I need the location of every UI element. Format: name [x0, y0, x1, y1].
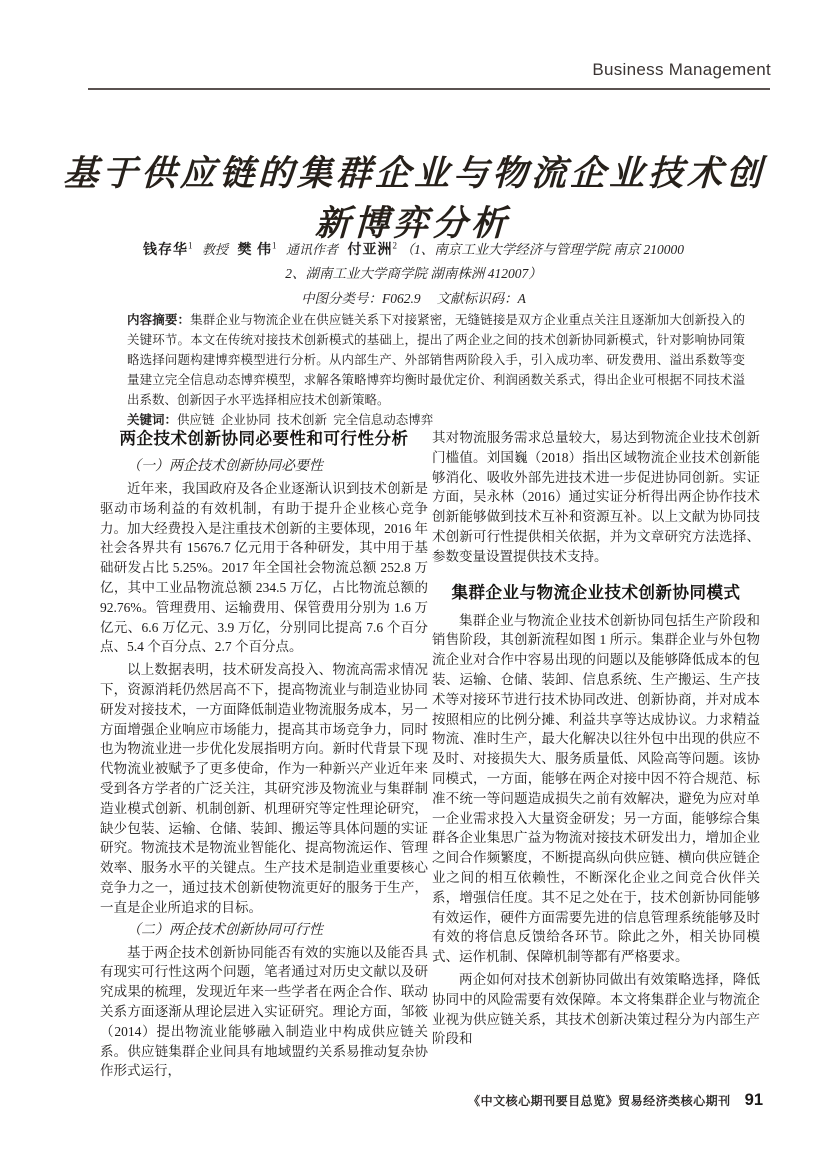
abstract-label: 内容摘要：	[127, 313, 191, 327]
affiliation-1: （1、南京工业大学经济与管理学院 南京 210000	[400, 242, 685, 257]
page-number: 91	[744, 1091, 763, 1109]
author-block	[80, 238, 747, 310]
affiliation-2: 2、湖南工业大学商学院 湖南株洲 412007）	[285, 266, 542, 281]
author-sup-2: 1	[272, 240, 277, 251]
classification-line	[80, 287, 747, 310]
author-role-2: 通讯作者	[286, 242, 339, 257]
paragraph-3: 基于两企技术创新协同能否有效的实施以及能否具有现实可行性这两个问题，笔者通过对历史文献以及研究成果的梳理，发现近年来一些学者在两企合作、联动关系方面逐渐从理论层进入实证研究。理论方面，邹筱（2014）提出物流业能够融入制造业中构成供应链关系。供应链集群企业间具有地域盟约关系易推动复杂协作形式运行，	[100, 944, 428, 1079]
paragraph-4: 其对物流服务需求总量较大，易达到物流企业技术创新门槛值。刘国巍（2018）指出区域物流企业技术创新能够消化、吸收外部先进技术进一步促进协同创新。实证方面，吴永林（2016）通过实证分析得出两企协作技术创新能够做到技术互补和资源互补。以上文献为协同技术创新可行性提供相关依据，并为文章研究方法选择、参数变量设置提供技术支持。	[432, 430, 760, 564]
keywords-label: 关键词：	[127, 413, 178, 427]
journal-note: 《中文核心期刊要目总览》贸易经济类核心期刊	[468, 1094, 731, 1108]
abstract-text: 集群企业与物流企业在供应链关系下对接紧密，无缝链接是双方企业重点关注且逐渐加大创新投入的关键环节。本文在传统对接技术创新模式的基础上，提出了两企业之间的技术创新协同新模式，针对影响协同策略选择问题构建博弈模型进行分析。从内部生产、外部销售两阶段入手，引入成功率、研发费用、溢出系数等变量建立完全信息动态博弈模型，求解各策略博弈均衡时最优定价、利润函数关系式，得出企业可根据不同技术溢出系数、创新因子水平选择相应技术创新策略。	[127, 313, 745, 407]
keywords-text: 供应链 企业协同 技术创新 完全信息动态博弈	[177, 413, 434, 427]
author-role-1: 教授	[201, 242, 228, 257]
author-line	[80, 238, 747, 262]
paper-title: 基于供应链的集群企业与物流企业技术创新博弈分析	[62, 154, 766, 243]
clc-number: 中图分类号：F062.9	[301, 291, 421, 306]
author-sup-1: 1	[187, 240, 193, 251]
author-name-3: 付亚洲	[347, 243, 393, 258]
left-column	[100, 428, 428, 1081]
subsection-heading-1: （一）两企技术创新协同必要性	[127, 459, 323, 474]
header-rule	[88, 88, 770, 90]
subsection-heading-2: （二）两企技术创新协同可行性	[127, 922, 323, 938]
keywords-line	[127, 410, 745, 430]
paragraph-6: 两企如何对技术创新协同做出有效策略选择，降低协同中的风险需要有效保障。本文将集群企业与物流企业视为供应链关系，其技术创新决策过程分为内部生产阶段和	[432, 971, 760, 1047]
author-name-2: 樊 伟	[237, 243, 272, 258]
author-name-1: 钱存华	[142, 243, 188, 258]
page-footer	[468, 1091, 763, 1110]
paragraph-1: 近年来，我国政府及各企业逐渐认识到技术创新是驱动市场利益的有效机制，有助于提升企业核心竞争力。加大经费投入是注重技术创新的主要体现，2016 年社会各界共有 15676.7 亿元用于各种研发，其中用于基础研发占比 5.25%。2017 年全国社会物流总额 252.8 万亿，其中工业品物流总额 234.5 万亿，占比物流总额的 92.76%。管理费用、运输费用、保管费用分别为 1.6 万亿元、6.6 万亿元、3.9 万亿，分别同比提高 7.6 个百分点、5.4 个百分点、2.7 个百分点。	[100, 481, 428, 655]
section-heading-1: 两企技术创新协同必要性和可行性分析	[119, 429, 409, 448]
paragraph-2: 以上数据表明，技术研发高投入、物流高需求情况下，资源消耗仍然居高不下，提高物流业与制造业协同研发对接技术，一方面降低制造业物流服务成本，另一方面增强企业响应市场能力，提高其市场竞争力，同时也为物流业进一步优化发展指明方向。新时代背景下现代物流业被赋予了更多使命，作为一种新兴产业近年来受到各方学者的广泛关注，其研究涉及物流业与集群制造业模式创新、机制创新、机理研究等定性理论研究，缺少包装、运输、仓储、装卸、搬运等具体问题的实证研究。物流技术是物流业智能化、提高物流运作、管理效率、服务水平的关键点。生产技术是制造业重要核心竞争力之一，通过技术创新使物流更好的服务于生产，一直是企业所追求的目标。	[100, 662, 428, 915]
paragraph-5: 集群企业与物流企业技术创新协同包括生产阶段和销售阶段，其创新流程如图 1 所示。集群企业与外包物流企业对合作中容易出现的问题以及能够降低成本的包装、运输、仓储、装卸、信息系统、生产搬运、生产技术等对接环节进行技术协同改进、创新协商，并对成本按照相应的比例分摊、利益共享等达成协议。力求精益物流、准时生产，最大化解决以往外包中出现的供应不及时、对接损失大、服务质量低、风险高等问题。该协同模式，一方面，能够在两企对接中因不符合规范、标准不统一等问题造成损失之前有效解决，避免为应对单一企业需求投入大量资金研发；另一方面，能够综合集群各企业集思广益为物流对接技术研发出力，增加企业之间合作频繁度，不断提高纵向供应链、横向供应链企业之间的相互依赖性，不断深化企业之间竞合伙伴关系，增强信任度。其不足之处在于，技术创新协同能够有效运作，硬件方面需要先进的信息管理系统能够及时有效的将信息反馈给各环节。除此之外，相关协同模式、运作机制、保障机制等都有严格要求。	[432, 612, 760, 965]
section-header-label: Business Management	[592, 60, 771, 79]
right-column	[432, 428, 760, 1049]
abstract-block	[127, 310, 745, 430]
affiliation-line	[80, 262, 747, 286]
abstract-paragraph	[127, 310, 745, 410]
author-sup-3: 2	[392, 240, 398, 251]
document-code: 文献标识码：A	[436, 291, 526, 306]
section-heading-2: 集群企业与物流企业技术创新协同模式	[451, 582, 741, 602]
